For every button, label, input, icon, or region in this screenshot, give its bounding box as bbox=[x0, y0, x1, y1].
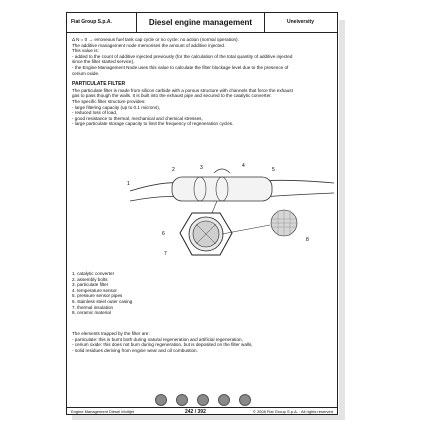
particulate-filter-diagram bbox=[72, 161, 334, 269]
footer-page-number: 242 / 392 bbox=[185, 409, 206, 415]
footer-copyright: © 2008 Fiat Group S.p.A. . All rights reserved bbox=[252, 409, 333, 414]
callout-1: 1 bbox=[127, 181, 130, 187]
callout-4: 4 bbox=[242, 163, 245, 169]
paragraph-line: - large filtering capacity (up to 0.1 microns), bbox=[72, 104, 161, 110]
document-page bbox=[66, 12, 338, 415]
page-shadow-right bbox=[339, 20, 345, 418]
sensor-pipe bbox=[214, 169, 230, 173]
paragraph-line: The particulate filter is made from silicon carbide with a porous structure with channels that force the exhaust bbox=[72, 87, 293, 93]
legend-item: 7. thermal insulation bbox=[72, 304, 114, 310]
paragraph-line: - good resistance to thermal, mechanical and chemical stresses, bbox=[72, 115, 203, 121]
intro-line: - added to the count of additive injected previously (for the calculation of the total quantity of additive injected bbox=[72, 53, 293, 59]
callout-6: 6 bbox=[162, 231, 165, 237]
intro-line: Δ N = 0 → erroneous fuel tank cap cycle or no cycle: no action (normal operation). bbox=[72, 37, 239, 42]
callout-7: 7 bbox=[164, 251, 167, 257]
page-footer bbox=[67, 407, 337, 416]
brand-logo-alfa-romeo bbox=[197, 394, 209, 406]
intro-line: cerium oxide. bbox=[72, 70, 100, 76]
intro-line: This value is: bbox=[72, 48, 99, 54]
paragraph-line: - large particulate storage capacity to limit the frequency of regeneration cycles. bbox=[72, 121, 234, 127]
component-legend bbox=[72, 271, 252, 316]
brand-logo-fiat bbox=[155, 394, 167, 406]
page-header bbox=[67, 13, 337, 33]
trapped-line: - cerium oxide: this does not burn during regeneration, but is deposited on the filter walls, bbox=[72, 342, 253, 348]
callout-8: 8 bbox=[306, 237, 309, 243]
header-brand: Uneiversity bbox=[287, 19, 314, 25]
intro-line: The additive management node memorises the amount of additive injected. bbox=[72, 42, 226, 48]
callout-3: 3 bbox=[200, 165, 203, 171]
filter-body bbox=[172, 177, 272, 201]
header-title: Diesel engine management bbox=[137, 13, 265, 32]
connector-line bbox=[212, 201, 217, 213]
trapped-line: - solid residues deriving from engine wear and oil combustion. bbox=[72, 347, 198, 353]
paragraph-line: gas to pass though the walls. It is built into the exhaust pipe and secured to the catalytic converter. bbox=[72, 93, 272, 99]
legend-item: 2. assembly bolts bbox=[72, 276, 108, 282]
brand-logo-ferrari bbox=[239, 394, 251, 406]
legend-item: 4. temperature sensor bbox=[72, 287, 117, 293]
legend-item: 3. particulate filter bbox=[72, 282, 109, 288]
legend-item: 8. ceramic material bbox=[72, 310, 111, 316]
trapped-line: The elements trapped by the filter are: bbox=[72, 331, 150, 336]
callout-2: 2 bbox=[172, 167, 175, 173]
intro-line: since the filter started service), bbox=[72, 59, 135, 65]
section-heading: PARTICULATE FILTER bbox=[72, 81, 126, 88]
legend-item: 6. stainless steel outer casing bbox=[72, 298, 133, 304]
header-company: Fiat Group S.p.A. bbox=[67, 13, 137, 32]
legend-item: 1. catalytic converter bbox=[72, 271, 115, 276]
brand-logo-lancia bbox=[176, 394, 188, 406]
paragraph-line: - reduced loss of load, bbox=[72, 110, 118, 116]
callout-5: 5 bbox=[272, 167, 275, 173]
brand-logos bbox=[155, 394, 251, 406]
footer-doc-title: Engine Management Diesel Multijet bbox=[71, 409, 134, 414]
page-body bbox=[72, 37, 334, 127]
intro-line: - the Engine Management Node uses this value to calculate the filter blockage level due to the presence of bbox=[72, 64, 289, 70]
brand-logo-maserati bbox=[218, 394, 230, 406]
trapped-elements bbox=[72, 331, 334, 353]
trapped-line: - particulate: this is burnt both during natural regeneration and artificial regeneration, bbox=[72, 336, 243, 342]
legend-item: 5. pressure sensor pipes bbox=[72, 293, 123, 299]
paragraph-line: The specific filter structure provides: bbox=[72, 98, 146, 104]
